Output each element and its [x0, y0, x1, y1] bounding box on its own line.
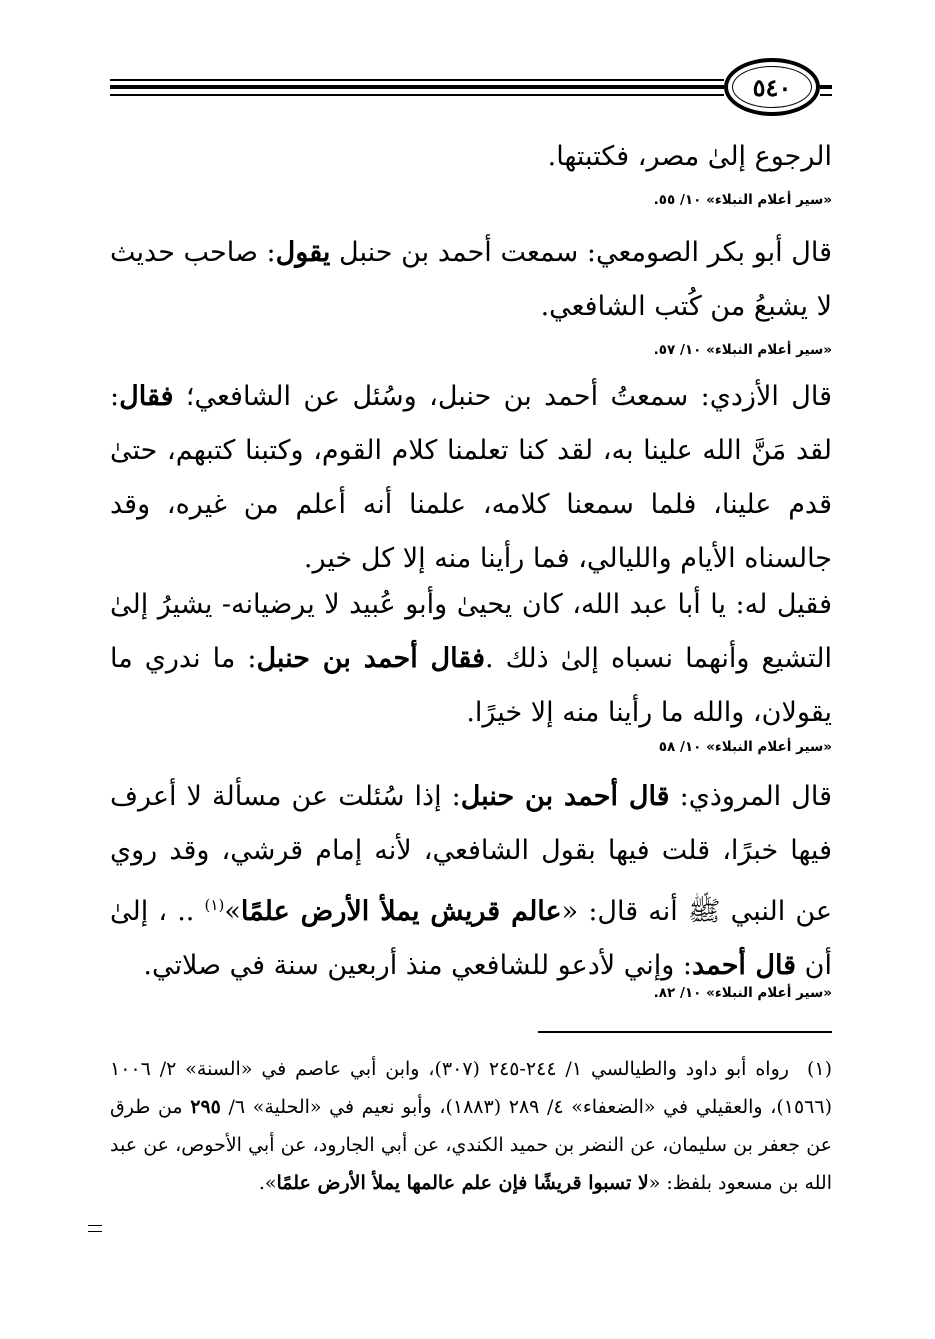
paragraph-text: قال الأزدي: سمعتُ أحمد بن حنبل، وسُئل عن الشافعي؛: [173, 381, 832, 412]
footnote-text: رواه أبو داود والطيالسي ١/ ٢٤٤-٢٤٥ (٣٠٧)، وابن أبي عاصم في «السنة» ٢/ ١٠٠٦ (١٥٦٦)، والعقيلي في «الضعفاء» ٤/ ٢٨٩ (١٨٨٣)، وأبو نعيم في «الحلية» ٦/: [110, 1058, 833, 1118]
source-citation-text: «سير أعلام النبلاء» ١٠/ ٥٥.: [653, 192, 832, 208]
footnote-text: من طرق عن جعفر بن سليمان، عن النضر بن حميد الكندي، عن أبي الجارود، عن أبي الأحوص، عن عبد الله بن مسعود بلفظ: «: [110, 1096, 832, 1194]
footnote-reference[interactable]: (١): [204, 896, 225, 914]
paragraph-4: [110, 578, 832, 740]
header-rule-thin-top: [110, 79, 724, 81]
page-number: ٥٤٠: [752, 72, 792, 102]
header-rule-thick: [110, 85, 724, 89]
emphasis-text: عالم قريش يملأ الأرض علمًا: [240, 896, 562, 927]
footnote-separator: [538, 1031, 832, 1033]
paragraph-text: : لقد مَنَّ الله علينا به، لقد كنا تعلمنا كلام القوم، وكتبنا كتبهم، حتىٰ قدم علينا، فلما سمعنا كلامه، علمنا أنه أعلم من غيره، وقد جالسناه الأيام والليالي، فما رأينا منه إلا كل خير.: [110, 381, 832, 574]
paragraph-text: »: [224, 896, 241, 927]
source-citation-4: [110, 985, 832, 1001]
paragraph-5: [110, 770, 832, 993]
footnote-emphasis: لا تسبوا قريشًا فإن علم عالمها يملأ الأرض علمًا: [276, 1172, 649, 1194]
source-citation-1: [110, 192, 832, 208]
footnote-text: ».: [258, 1172, 277, 1194]
paragraph-text: : صاحب حديث لا يشبعُ من كُتب الشافعي.: [110, 237, 832, 322]
paragraph-3: [110, 370, 832, 586]
margin-mark: [88, 1225, 102, 1232]
paragraph-text: .. ، إلىٰ أن: [110, 896, 832, 981]
header-rule-right-thin: [820, 94, 832, 96]
paragraph-text: فقيل له: يا أبا عبد الله، كان يحيىٰ وأبو عُبيد لا يرضيانه- يشيرُ إلىٰ التشيع وأنهما نسباه إلىٰ ذلك .: [110, 589, 832, 674]
header-rule-right: [820, 85, 832, 89]
paragraph-text: قال المروذي:: [669, 781, 832, 812]
footnote-number: (١): [806, 1058, 832, 1080]
paragraph-text: : ما ندري ما يقولان، والله ما رأينا منه إلا خيرًا.: [110, 643, 832, 728]
source-citation-text: «سير أعلام النبلاء» ١٠/ ٥٨: [658, 739, 832, 755]
source-citation-text: «سير أعلام النبلاء» ١٠/ ٨٢.: [653, 985, 832, 1001]
paragraph-text: : وإني لأدعو للشافعي منذ أربعين سنة في صلاتي.: [143, 950, 692, 981]
paragraph-text: : إذا سُئلت عن مسألة لا أعرف فيها خبرًا، قلت فيها بقول الشافعي، لأنه إمام قرشي، وقد روي عن النبي ﷺ أنه قال: «: [110, 781, 833, 927]
paragraph-text: الرجوع إلىٰ مصر، فكتبتها.: [547, 141, 832, 172]
emphasis-text: قال أحمد: [691, 950, 797, 981]
emphasis-text: يقول: [275, 237, 331, 268]
paragraph-text: قال أبو بكر الصومعي: سمعت أحمد بن حنبل: [330, 237, 832, 268]
footnote-emphasis: ٢٩٥: [190, 1096, 221, 1118]
emphasis-text: قال أحمد بن حنبل: [460, 781, 670, 812]
paragraph-2: [110, 226, 832, 334]
source-citation-text: «سير أعلام النبلاء» ١٠/ ٥٧.: [653, 342, 832, 358]
source-citation-2: [110, 342, 832, 358]
source-citation-3: [110, 739, 832, 755]
footnote: [110, 1050, 832, 1202]
emphasis-text: فقال أحمد بن حنبل: [256, 643, 485, 674]
header-rule-thin-bottom: [110, 94, 724, 96]
page-number-badge: [724, 58, 820, 116]
emphasis-text: فقال: [119, 381, 174, 412]
paragraph-1: [110, 130, 832, 184]
